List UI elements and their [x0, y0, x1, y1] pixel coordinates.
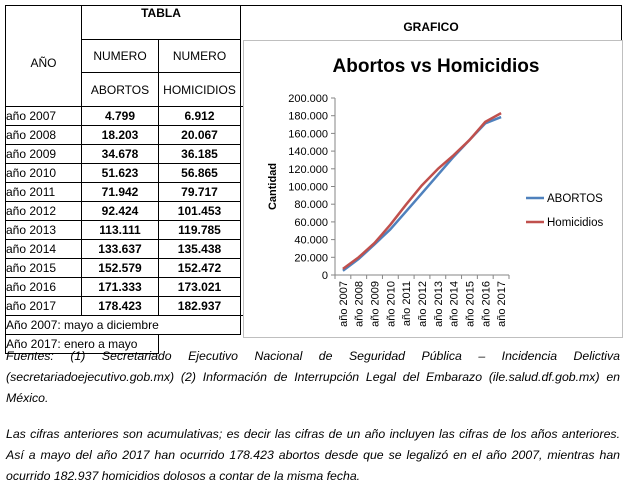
x-tick-label: año 2010 — [385, 281, 398, 327]
homicidios-cell: 182.937 — [159, 297, 241, 316]
table-note-2007: Año 2007: mayo a diciembre — [6, 316, 241, 335]
year-cell: año 2011 — [6, 183, 82, 202]
y-tick-label: 100.000 — [288, 181, 328, 194]
homicidios-cell: 119.785 — [159, 221, 241, 240]
x-tick-label: año 2015 — [464, 281, 477, 327]
x-tick-label: año 2008 — [353, 281, 366, 327]
x-tick-label: año 2007 — [337, 281, 350, 327]
series-line-homicidios — [343, 113, 501, 269]
y-tick-label: 180.000 — [288, 110, 328, 123]
line-chart — [244, 41, 622, 337]
abortos-cell: 113.111 — [82, 221, 159, 240]
x-tick-label: año 2013 — [432, 281, 445, 327]
abortos-header-top: NUMERO — [82, 39, 159, 73]
abortos-cell: 133.637 — [82, 240, 159, 259]
abortos-cell: 34.678 — [82, 145, 159, 164]
y-tick-label: 60.000 — [294, 216, 328, 229]
explanation-footnote: Las cifras anteriores son acumulativas; es decir las cifras de un año incluyen las cifras de los años anteriores. Así a mayo del año 2017 han ocurrido 178.423 abortos desde que se legalizó en el año 2007, mientras han ocurrido 182.937 homicidios dolosos a contar de la misma fecha. — [6, 427, 620, 483]
chart-title: Abortos vs Homicidios — [332, 56, 540, 77]
abortos-header-bottom: ABORTOS — [82, 73, 159, 107]
year-cell: año 2015 — [6, 259, 82, 278]
y-tick-label: 80.000 — [294, 199, 328, 212]
x-tick-label: año 2011 — [401, 281, 414, 327]
year-cell: año 2008 — [6, 126, 82, 145]
spreadsheet-area — [5, 5, 622, 351]
series-line-abortos — [343, 117, 501, 271]
abortos-cell: 152.579 — [82, 259, 159, 278]
abortos-cell: 178.423 — [82, 297, 159, 316]
year-column-header: AÑO — [6, 6, 82, 107]
year-cell: año 2012 — [6, 202, 82, 221]
year-cell: año 2016 — [6, 278, 82, 297]
y-tick-label: 20.000 — [294, 252, 328, 265]
year-cell: año 2013 — [6, 221, 82, 240]
year-cell: año 2009 — [6, 145, 82, 164]
year-cell: año 2010 — [6, 164, 82, 183]
abortos-cell: 51.623 — [82, 164, 159, 183]
homicidios-cell: 36.185 — [159, 145, 241, 164]
abortos-cell: 171.333 — [82, 278, 159, 297]
x-tick-label: año 2014 — [448, 281, 461, 327]
x-tick-label: año 2009 — [369, 281, 382, 327]
table-section-title: TABLA — [82, 6, 241, 40]
abortos-cell: 71.942 — [82, 183, 159, 202]
x-tick-label: año 2017 — [496, 281, 509, 327]
graph-section-title: GRAFICO — [241, 6, 622, 107]
homicidios-cell: 135.438 — [159, 240, 241, 259]
y-tick-label: 200.000 — [288, 93, 328, 105]
x-tick-label: año 2012 — [417, 281, 429, 327]
y-tick-label: 160.000 — [288, 128, 328, 141]
year-cell: año 2007 — [6, 107, 82, 126]
homicidios-cell: 173.021 — [159, 278, 241, 297]
y-tick-label: 40.000 — [294, 234, 328, 247]
y-tick-label: 120.000 — [288, 163, 328, 176]
homicidios-cell: 6.912 — [159, 107, 241, 126]
homicidios-cell: 56.865 — [159, 164, 241, 183]
homicidios-header-top: NUMERO — [159, 39, 241, 73]
y-axis-label: Cantidad — [267, 162, 279, 211]
legend-label-homicidios: Homicidios — [547, 217, 604, 229]
y-tick-label: 0 — [321, 270, 328, 282]
sources-footnote: Fuentes: (1) Secretariado Ejecutivo Nacional de Seguridad Pública – Incidencia Delictiva (secretariadoejecutivo.gob.mx) (2) Información de Interrupción Legal del Embarazo (ile.salud.df.gob.mx) en México. — [6, 349, 620, 405]
chart-container — [243, 40, 623, 338]
table-note-2017: Año 2017: enero a mayo — [6, 335, 159, 354]
homicidios-cell: 101.453 — [159, 202, 241, 221]
year-cell: año 2017 — [6, 297, 82, 316]
abortos-cell: 18.203 — [82, 126, 159, 145]
homicidios-cell: 20.067 — [159, 126, 241, 145]
x-tick-label: año 2016 — [480, 281, 493, 327]
homicidios-header-bottom: HOMICIDIOS — [159, 73, 241, 107]
homicidios-cell: 79.717 — [159, 183, 241, 202]
abortos-cell: 4.799 — [82, 107, 159, 126]
homicidios-cell: 152.472 — [159, 259, 241, 278]
year-cell: año 2014 — [6, 240, 82, 259]
y-tick-label: 140.000 — [288, 146, 328, 159]
legend-label-abortos: ABORTOS — [547, 193, 603, 205]
abortos-cell: 92.424 — [82, 202, 159, 221]
